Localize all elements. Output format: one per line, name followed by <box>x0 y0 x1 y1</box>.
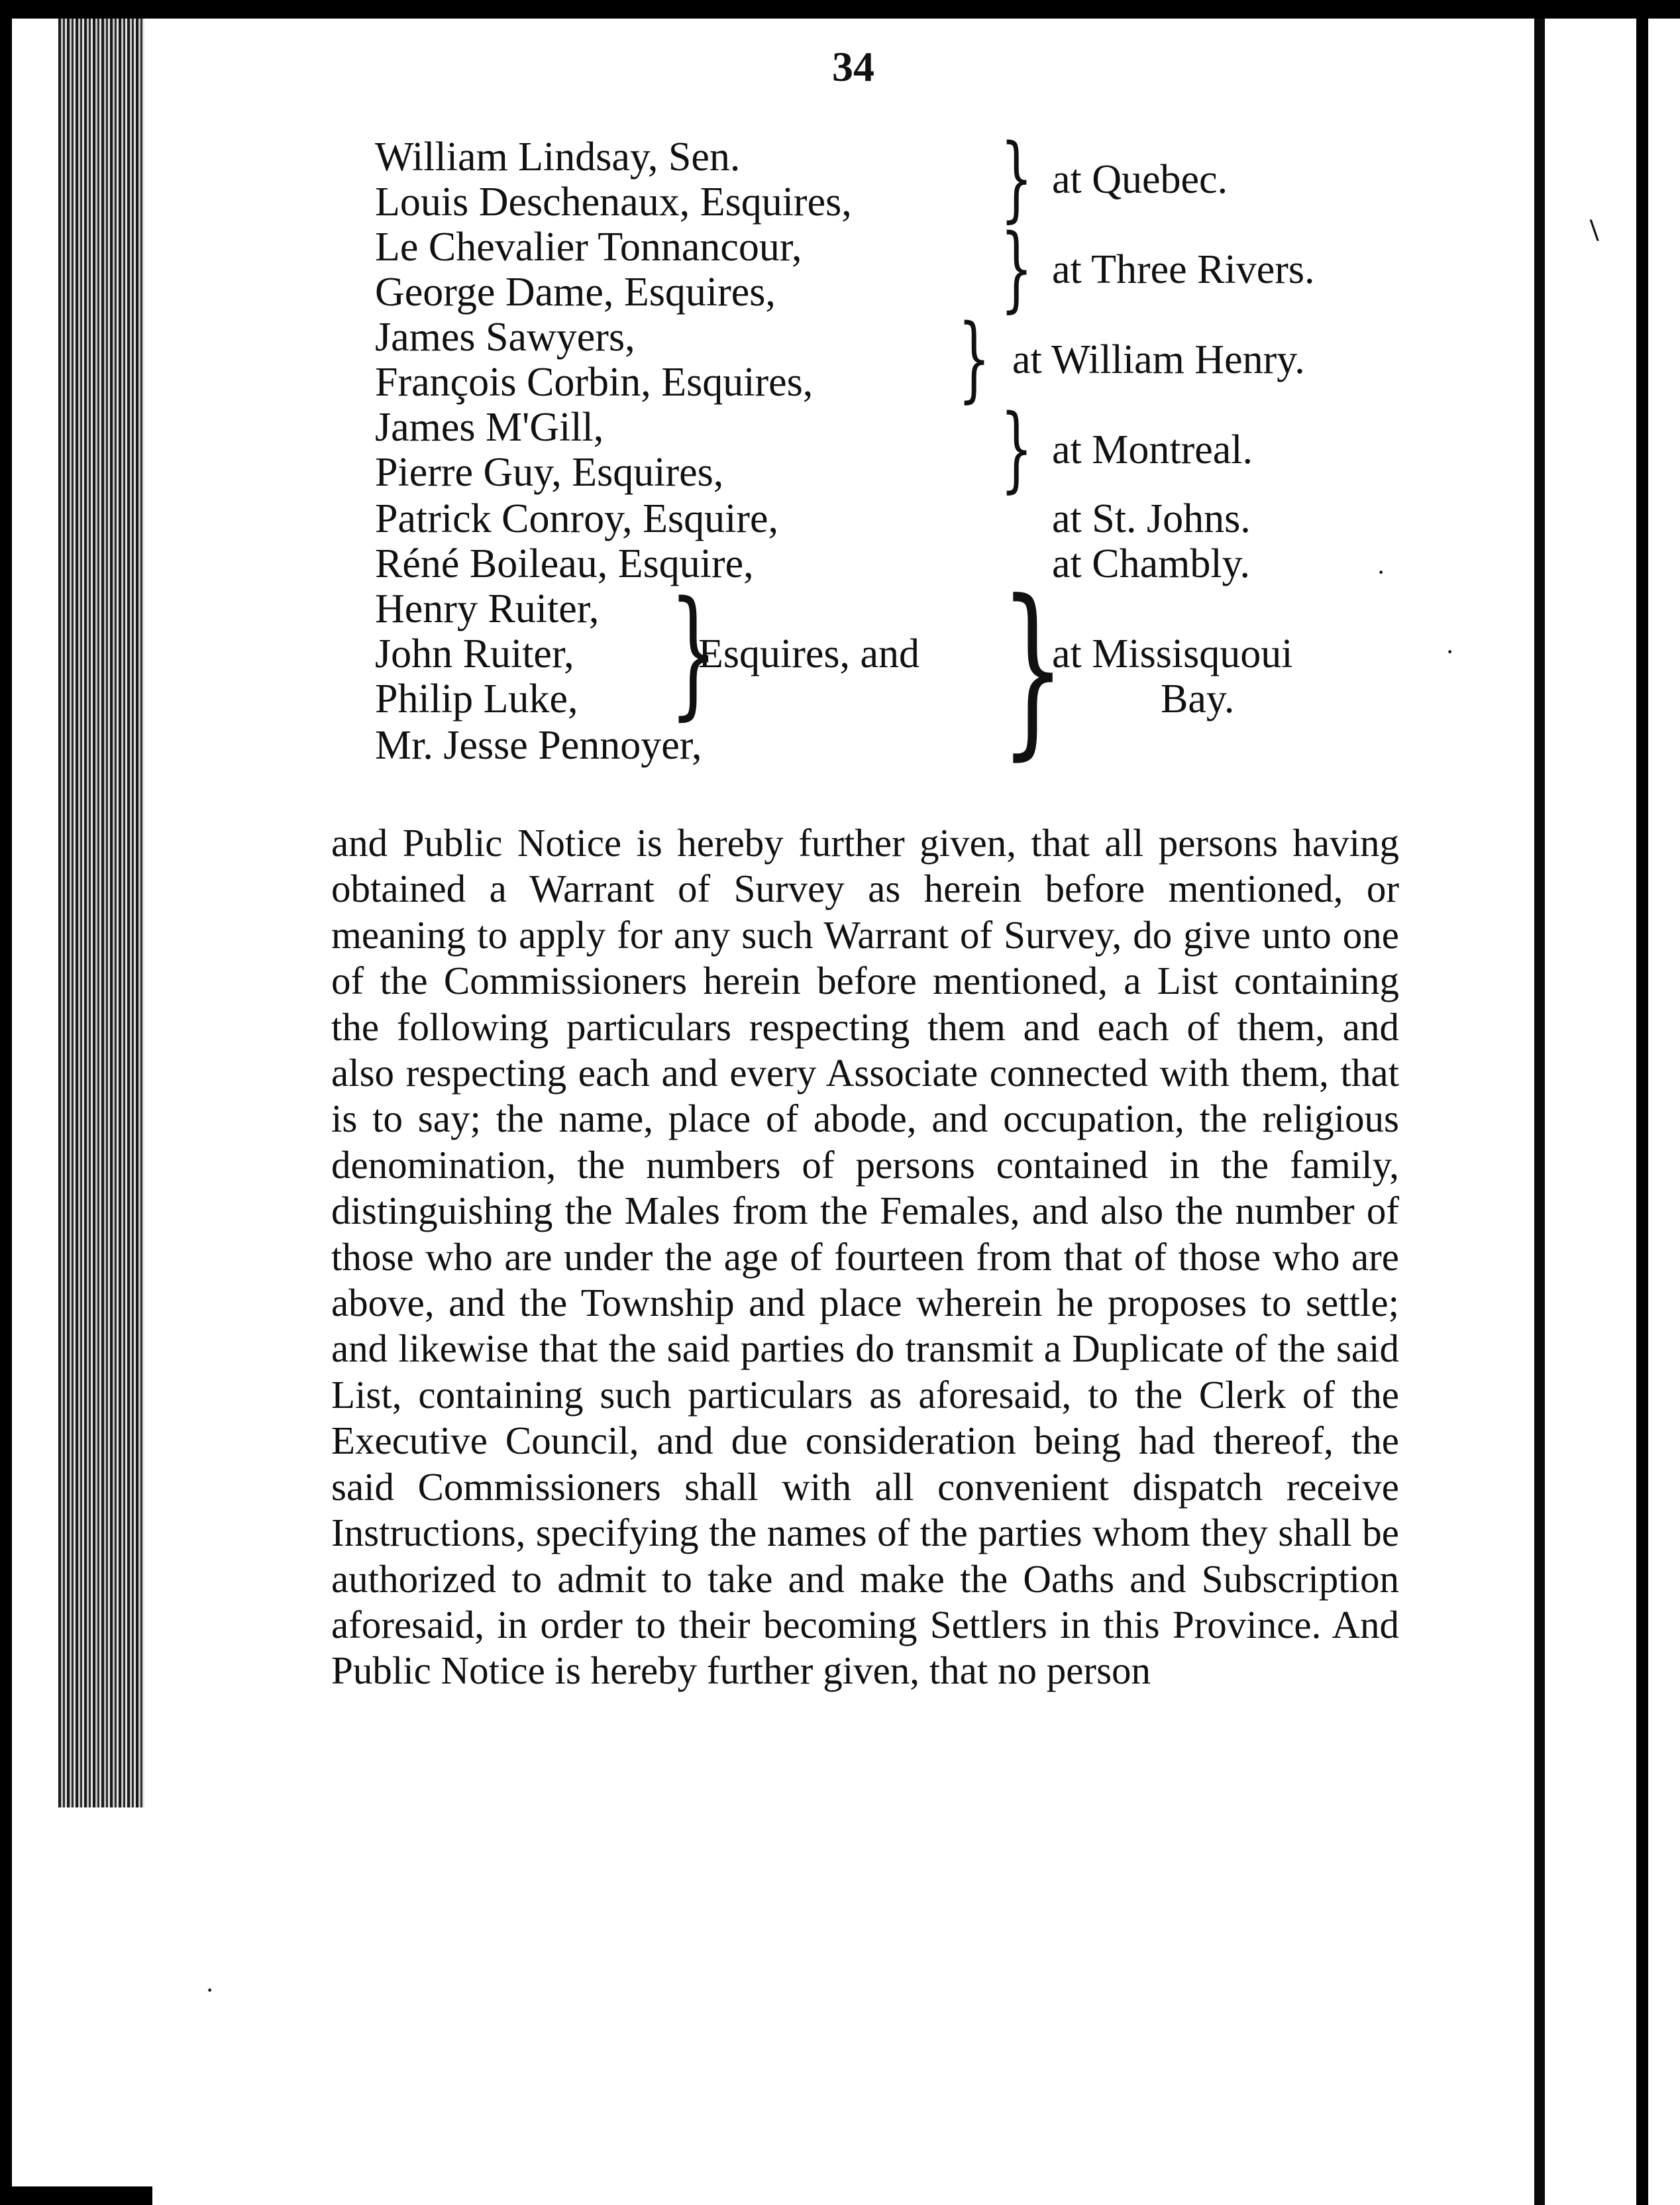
body-paragraph: and Public Notice is hereby further given, that all persons having obtained a Warrant of Survey as herein before mentioned, or meaning to apply for any such Warrant of Survey, do give unto one of the Commissioners herein before mentioned, a List containing the following particulars respecting them and each of them, and also respecting each and every Associate connected with them, that is to say; the name, place of abode, and occupation, the religious denomination, the numbers of persons contained in the family, distinguishing the Males from the Females, and also the number of those who are under the age of fourteen from that of those who are above, and the Township and place wherein he proposes to settle; and likewise that the said parties do transmit a Duplicate of the said List, containing such particulars as aforesaid, to the Clerk of the Executive Council, and due consideration being had thereof, the said Commissioners shall with all convenient dispatch receive Instructions, specifying the names of the parties whom they shall be authorized to admit to take and make the Oaths and Subscription aforesaid, in order to their becoming Settlers in this Province. And Public Notice is hereby further given, that no person <box>331 821 1399 1693</box>
brace-ruiter-group: } <box>669 571 718 733</box>
commissioner-name: François Corbin, Esquires, <box>375 360 814 405</box>
commissioner-name: Le Chevalier Tonnancour, <box>375 225 802 270</box>
ink-speck: · <box>1377 557 1386 587</box>
brace-quebec: } <box>1000 125 1033 233</box>
location-chambly: at Chambly. <box>1052 541 1251 586</box>
commissioner-name: Louis Deschenaux, Esquires, <box>375 180 852 225</box>
location-quebec: at Quebec. <box>1052 157 1228 202</box>
ink-speck: \ <box>1590 213 1599 248</box>
location-missisquoui-bay: Bay. <box>1161 676 1235 722</box>
commissioner-name: Pierre Guy, Esquires, <box>375 450 724 495</box>
group-label: Esquires, and <box>698 631 920 676</box>
location-william-henry: at William Henry. <box>1012 337 1305 382</box>
commissioner-name: James M'Gill, <box>375 405 604 450</box>
commissioner-name: James Sawyers, <box>375 315 635 360</box>
location-montreal: at Montreal. <box>1052 427 1253 472</box>
brace-three-rivers: } <box>1000 215 1033 323</box>
commissioner-name: Mr. Jesse Pennoyer, <box>375 723 702 768</box>
location-three-rivers: at Three Rivers. <box>1052 247 1315 292</box>
brace-montreal: } <box>1000 395 1033 503</box>
commissioner-name: George Dame, Esquires, <box>375 270 776 315</box>
commissioner-name: Philip Luke, <box>375 676 578 722</box>
commissioner-name: Henry Ruiter, <box>375 586 600 631</box>
commissioner-name: Réné Boileau, Esquire, <box>375 541 754 586</box>
location-missisquoui: at Missisquoui <box>1052 631 1293 676</box>
brace-missisquoui: } <box>1000 561 1066 777</box>
brace-william-henry: } <box>958 305 991 413</box>
commissioner-name: John Ruiter, <box>375 631 574 676</box>
location-st-johns: at St. Johns. <box>1052 496 1251 541</box>
ink-speck: · <box>205 1975 215 2005</box>
commissioner-name: William Lindsay, Sen. <box>375 134 741 180</box>
page-number: 34 <box>832 43 874 90</box>
ink-speck: · <box>1445 637 1455 667</box>
commissioner-name: Patrick Conroy, Esquire, <box>375 496 778 541</box>
